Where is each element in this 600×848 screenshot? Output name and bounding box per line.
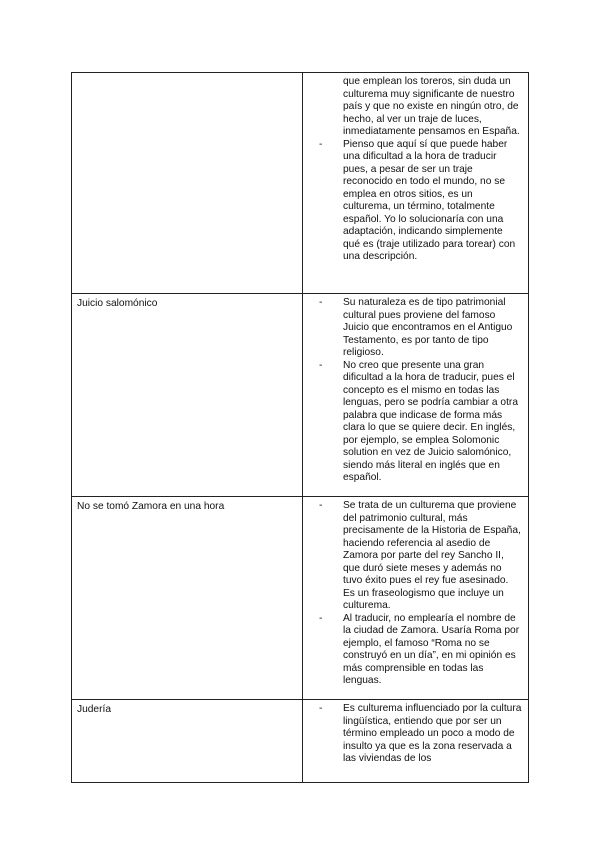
description-list	[319, 76, 522, 264]
list-item: - Su naturaleza es de tipo patrimonial cultural pues proviene del famoso Juicio que encontramos en el Antiguo Testamento, es por tanto de tipo religioso.	[319, 297, 522, 360]
description-list	[319, 703, 522, 766]
description-list	[319, 297, 522, 485]
list-item: - Pienso que aquí sí que puede haber una dificultad a la hora de traducir pues, a pesar de ser un traje reconocido en todo el mundo, no se emplea en otros sitios, es un culturema, un término, totalmente español. Yo lo solucionaría con una adaptación, indicando simplemente qué es (traje utilizado para torear) con una descripción.	[319, 139, 522, 264]
term-cell: Judería	[72, 700, 303, 783]
table-row	[72, 73, 529, 294]
list-item: - No creo que presente una gran dificultad a la hora de traducir, pues el concepto es el mismo en todas las lenguas, pero se podría cambiar a otra palabra que indicase de forma más clara lo que se quiere decir. En inglés, por ejemplo, se emplea Solomonic solution en vez de Juicio salomónico, siendo más literal en inglés que en español.	[319, 360, 522, 485]
term-cell: No se tomó Zamora en una hora	[72, 497, 303, 700]
description-list	[319, 500, 522, 688]
description-cell	[303, 700, 529, 783]
list-item: - Se trata de un culturema que proviene del patrimonio cultural, más precisamente de la Historia de España, haciendo referencia al asedio de Zamora por parte del rey Sancho II, que duró siete meses y además no tuvo éxito pues el rey fue asesinado. Es un fraseologismo que incluye un culturema.	[319, 500, 522, 613]
term-cell	[72, 73, 303, 294]
description-cell	[303, 73, 529, 294]
term-cell: Juicio salomónico	[72, 294, 303, 497]
list-item: - Es culturema influenciado por la cultura lingüística, entiendo que por ser un término empleado un poco a modo de insulto ya que es la zona reservada a las viviendas de los	[319, 703, 522, 766]
description-cell	[303, 497, 529, 700]
table-row	[72, 700, 529, 783]
table-row	[72, 497, 529, 700]
culturemas-table	[71, 72, 529, 783]
list-item: que emplean los toreros, sin duda un culturema muy significante de nuestro país y que no existe en ningún otro, de hecho, al ver un traje de luces, inmediatamente pensamos en España.	[343, 76, 520, 137]
description-cell	[303, 294, 529, 497]
table-row	[72, 294, 529, 497]
list-item: - Al traducir, no emplearía el nombre de la ciudad de Zamora. Usaría Roma por ejemplo, el famoso “Roma no se construyó en un día”, en mi opinión es más comprensible en todas las lenguas.	[319, 613, 522, 688]
